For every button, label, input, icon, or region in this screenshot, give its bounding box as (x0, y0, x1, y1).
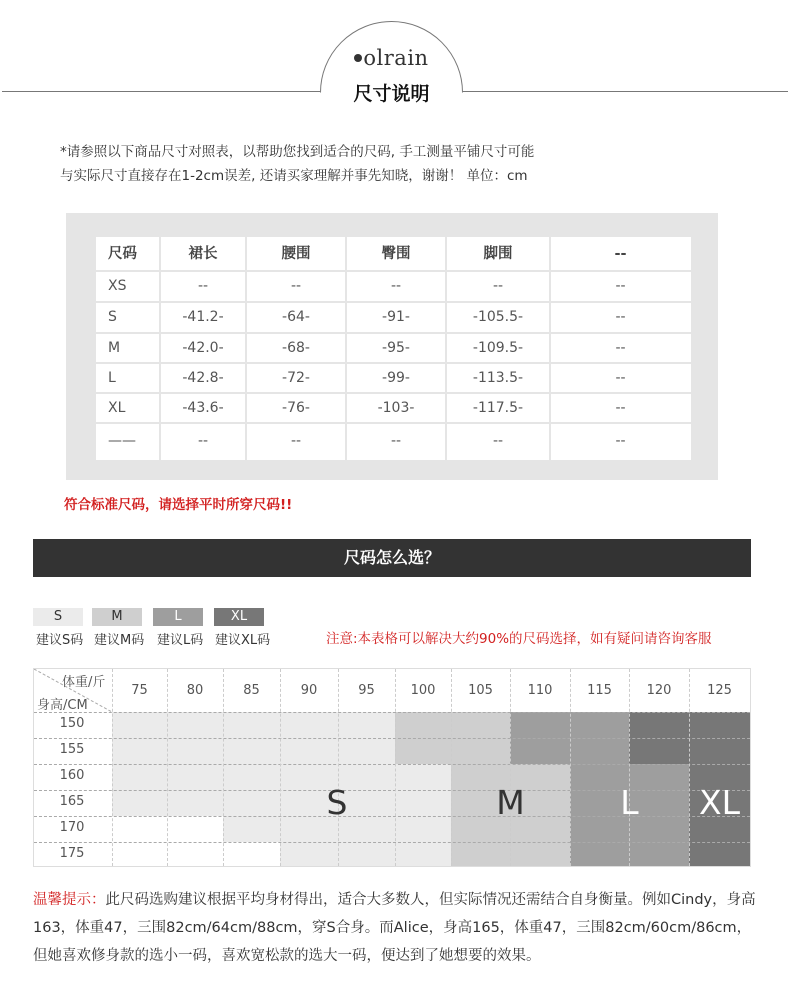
size-table-cell: -64- (282, 309, 310, 325)
weight-axis-label: 体重/斤 (62, 675, 106, 690)
size-table-cell: -- (197, 433, 209, 449)
size-table-cell: -- (615, 370, 626, 386)
grid-weight-header: 110 (527, 683, 553, 698)
brand-text: olrain (363, 46, 429, 70)
page-title: 尺寸说明 (353, 83, 430, 105)
grid-weight-header: 120 (646, 683, 672, 698)
size-table-cell: -95- (382, 340, 410, 356)
size-table-cell: -117.5- (472, 400, 524, 416)
size-table-cell: -- (390, 278, 402, 294)
legend-swatch-xl: XL (214, 608, 264, 626)
size-table-cell: -- (290, 278, 302, 294)
grid-weight-header: 100 (410, 683, 436, 698)
size-table-cell: XS (108, 278, 127, 294)
size-table-cell: S (108, 309, 117, 325)
grid-zone-label-xl: XL (699, 783, 740, 822)
size-table-header-cell: 裙长 (188, 246, 218, 262)
size-table-cell: -41.2- (182, 309, 224, 325)
size-table-cell: -105.5- (472, 309, 524, 325)
size-table-header-cell: -- (614, 246, 627, 262)
intro-text (60, 140, 680, 188)
size-table-header-cell: 臀围 (381, 246, 411, 262)
grid-col-divider (223, 669, 224, 866)
legend-swatch-l: L (153, 608, 203, 626)
size-table-cell: -- (197, 278, 209, 294)
tip-text: 此尺码选购建议根据平均身材得出，适合大多数人，但实际情况还需结合自身衡量。例如Cindy，身高163，体重47，三围82cm/64cm/88cm，穿S合身。而Alice，身高165，体重47，三围82cm/60cm/86cm，但她喜欢修身款的选小一码，喜欢宽松款的选大一码，便达到了她想要的效果。 (33, 892, 756, 964)
section-title-bar: 尺码怎么选？ (33, 539, 751, 577)
grid-cell-s (338, 738, 395, 764)
grid-cell-s (223, 790, 280, 816)
grid-zone-label-l: L (620, 783, 639, 822)
grid-cell-m (395, 738, 451, 764)
grid-cell-s (167, 764, 223, 790)
size-table-cell: -76- (282, 400, 310, 416)
grid-cell-xl (629, 712, 689, 738)
grid-col-divider (112, 669, 113, 866)
grid-weight-header: 95 (358, 683, 375, 698)
size-table-cell: -- (615, 400, 626, 416)
grid-cell-s (223, 738, 280, 764)
grid-col-divider (570, 669, 571, 866)
grid-weight-header: 90 (300, 683, 318, 698)
brand-logo (320, 46, 463, 70)
grid-cell-s (223, 816, 280, 842)
grid-cell-s (167, 738, 223, 764)
size-table-cell: -- (290, 433, 302, 449)
size-table-cell: -42.0- (182, 340, 224, 356)
size-table-cell: M (108, 340, 121, 356)
grid-col-divider (629, 669, 630, 866)
grid-weight-header: 85 (243, 683, 260, 698)
header-rule-right (463, 91, 788, 92)
grid-weight-header: 115 (587, 683, 612, 698)
grid-cell-s (112, 764, 167, 790)
grid-height-header: 170 (59, 820, 85, 835)
grid-cell-m (451, 738, 510, 764)
grid-cell-s (395, 816, 451, 842)
grid-height-header: 165 (59, 794, 85, 809)
legend-label-l: 建议L码 (157, 633, 204, 648)
legend-label-s: 建议S码 (36, 633, 84, 648)
grid-cell-m (510, 842, 570, 866)
grid-height-header: 160 (59, 768, 85, 783)
grid-cell-xl (689, 842, 750, 866)
grid-cell-l (510, 712, 570, 738)
grid-cell-xl (689, 712, 750, 738)
grid-cell-s (395, 790, 451, 816)
grid-row-divider (34, 712, 750, 713)
grid-col-divider (395, 669, 396, 866)
grid-note: 注意:本表格可以解决大约90%的尺码选择，如有疑问请咨询客服 (326, 631, 712, 647)
grid-cell-l (570, 712, 629, 738)
size-table-cell: -- (615, 278, 626, 294)
grid-cell-s (280, 842, 338, 866)
grid-cell-m (451, 842, 510, 866)
legend-swatch-m: M (92, 608, 142, 626)
grid-cell-s (338, 712, 395, 738)
grid-col-divider (167, 669, 168, 866)
grid-weight-header: 80 (186, 683, 204, 698)
grid-cell-l (629, 842, 689, 866)
legend-swatch-s: S (33, 608, 83, 626)
grid-height-header: 155 (59, 742, 85, 757)
intro-line-2: 与实际尺寸直接存在1-2cm误差, 还请买家理解并事先知晓，谢谢！ 单位：cm (60, 168, 528, 184)
fit-note: 符合标准尺码，请选择平时所穿尺码!! (64, 497, 293, 513)
grid-weight-header: 125 (707, 683, 732, 698)
grid-zone-label-s: S (326, 783, 348, 822)
size-table-cell: -42.8- (182, 370, 224, 386)
grid-col-divider (451, 669, 452, 866)
grid-col-divider (510, 669, 511, 866)
grid-cell-xl (629, 738, 689, 764)
grid-cell-s (280, 738, 338, 764)
grid-cell-m (395, 712, 451, 738)
size-table-cell: -91- (382, 309, 410, 325)
size-table-cell: L (108, 370, 116, 386)
legend-label-xl: 建议XL码 (215, 633, 271, 648)
grid-row-divider (34, 738, 750, 739)
size-table-cell: -99- (382, 370, 410, 386)
grid-height-header: 150 (59, 716, 85, 731)
height-axis-label: 身高/CM (37, 698, 88, 713)
size-table-cell: -43.6- (182, 400, 224, 416)
size-table-cell: -- (615, 433, 626, 449)
grid-cell-l (570, 842, 629, 866)
grid-cell-s (280, 712, 338, 738)
grid-cell-s (395, 764, 451, 790)
size-table-cell: XL (108, 400, 126, 416)
size-table-header-cell: 脚围 (483, 246, 513, 262)
logo-dot-icon (354, 54, 362, 62)
grid-row-divider (34, 764, 750, 765)
legend-label-m: 建议M码 (94, 633, 145, 648)
grid-col-divider (280, 669, 281, 866)
size-table-cell: -109.5- (472, 340, 524, 356)
grid-cell-s (112, 790, 167, 816)
grid-weight-header: 75 (131, 683, 148, 698)
tip-label: 温馨提示： (33, 892, 106, 908)
size-table-cell: -72- (282, 370, 310, 386)
size-table-cell: -- (615, 309, 626, 325)
grid-cell-l (510, 738, 570, 764)
grid-cell-s (338, 842, 395, 866)
grid-zone-label-m: M (496, 783, 525, 822)
tip-paragraph (33, 886, 763, 970)
grid-cell-s (395, 842, 451, 866)
intro-line-1: *请参照以下商品尺寸对照表，以帮助您找到适合的尺码, 手工测量平铺尺寸可能 (60, 144, 535, 160)
grid-cell-s (167, 712, 223, 738)
grid-cell-s (112, 738, 167, 764)
grid-weight-header: 105 (468, 683, 493, 698)
grid-col-divider (689, 669, 690, 866)
size-table-cell: -68- (282, 340, 310, 356)
grid-cell-m (451, 712, 510, 738)
grid-cell-s (167, 790, 223, 816)
size-table-header-cell: 尺码 (108, 246, 137, 262)
size-table-cell: -- (615, 340, 626, 356)
size-table-cell: -- (390, 433, 402, 449)
grid-col-divider (338, 669, 339, 866)
size-table-header-cell: 腰围 (281, 246, 311, 262)
header-rule-left (2, 91, 320, 92)
size-table-cell: -- (492, 433, 504, 449)
grid-cell-l (570, 738, 629, 764)
grid-cell-xl (689, 738, 750, 764)
size-table-cell: -103- (377, 400, 415, 416)
size-table-cell: -- (492, 278, 504, 294)
grid-height-header: 175 (59, 846, 85, 861)
grid-row-divider (34, 842, 750, 843)
size-table-cell: —— (108, 433, 136, 449)
grid-cell-s (223, 712, 280, 738)
size-table-cell: -113.5- (472, 370, 524, 386)
grid-cell-s (223, 764, 280, 790)
grid-cell-s (112, 712, 167, 738)
